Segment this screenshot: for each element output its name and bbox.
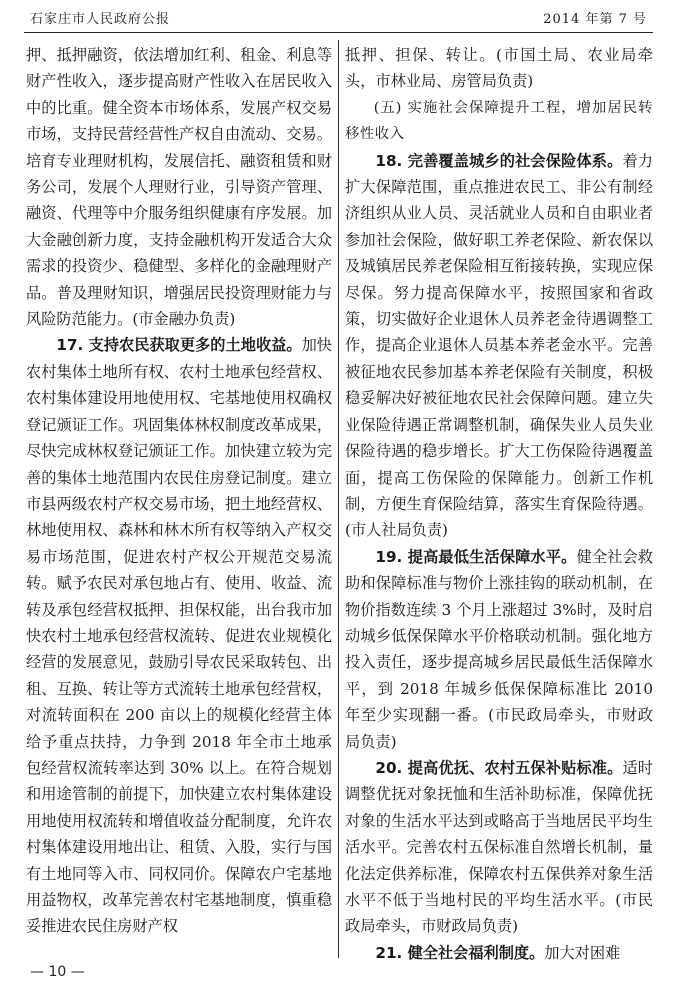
subsection-5-heading: (五) 实施社会保障提升工程，增加居民转移性收入 [345,99,653,143]
section-19-body: 健全社会救助和保障标准与物价上涨挂钩的联动机制，在物价指数连续 3 个月上涨超过 3%时，及时启动城乡低保保障水平价格联动机制。强化地方投入责任，逐步提高城乡居民最低生活保障水平，到 2018 年城乡低保保障标准比 2010 年至少实现翻一番。(市民政局牵头，市财政局负责) [345,547,653,751]
column-divider [338,40,339,958]
section-17-body: 加快农村集体土地所有权、农村土地承包经营权、农村集体建设用地使用权、宅基地使用权确权登记颁证工作。巩固集体林权制度改革成果，尽快完成林权登记颁证工作。加快建立较为完善的集体土地范围内农民住房登记制度。建立市县两级农村产权交易市场，把土地经营权、林地使用权、森林和林木所有权等纳入产权交易市场范围，促进农村产权公开规范交易流转。赋予农民对承包地占有、使用、收益、流转及承包经营权抵押、担保权能，出台我市加快农村土地承包经营权流转、促进农业规模化经营的发展意见，鼓励引导农民采取转包、出租、互换、转让等方式流转土地承包经营权，对流转面积在 200 亩以上的规模化经营主体给予重点扶持，力争到 2018 年全市土地承包经营权流转率达到 30% 以上。在符合规划和用途管制的前提下，加快建立农村集体建设用地使用权流转和增值收益分配制度，允许农村集体建设用地出让、租赁、入股，实行与国有土地同等入市、同权同价。保障农户宅基地用益物权，改革完善农村宅基地制度，慎重稳妥推进农民住房财产权 [26,336,332,936]
section-17-title: 17. 支持农民获取更多的土地收益。 [56,336,302,355]
paragraph-continued-right: 抵押、担保、转让。(市国土局、农业局牵头，市林业局、房管局负责) [345,46,653,91]
publication-title: 石家庄市人民政府公报 [30,12,171,27]
section-19-title: 19. 提高最低生活保障水平。 [375,547,577,566]
section-19 [345,544,653,755]
running-header [24,8,653,33]
section-20-title: 20. 提高优抚、农村五保补贴标准。 [375,758,623,777]
right-column [345,42,653,962]
page-number: — 10 — [30,964,85,980]
left-column [26,42,332,962]
section-21-body: 加大对困难 [544,943,621,962]
section-21-title: 21. 健全社会福利制度。 [375,943,545,962]
section-21 [345,940,653,962]
section-18-body: 着力扩大保障范围，重点推进农民工、非公有制经济组织从业人员、灵活就业人员和自由职业者参加社会保险，做好职工养老保险、新农保以及城镇居民养老保险相互衔接转换，实现应保尽保。努力提高保障水平，按照国家和省政策，切实做好企业退休人员养老金待遇调整工作，提高企业退休人员基本养老金水平。完善被征地农民参加基本养老保险有关制度，积极稳妥解决好被征地农民社会保障问题。建立失业保险待遇正常调整机制，确保失业人员失业保险待遇的稳步增长。扩大工伤保险待遇覆盖面，提高工伤保险的保障能力。创新工作机制，方便生育保险结算，落实生育保险待遇。(市人社局负责) [345,151,653,540]
paragraph-continued: 押、抵押融资，依法增加红利、租金、利息等财产性收入，逐步提高财产性收入在居民收入中的比重。健全资本市场体系，发展产权交易市场，支持民营经营性产权自由流动、交易。培育专业理财机构，发展信托、融资租赁和财务公司，发展个人理财行业，引导资产管理、融资、代理等中介服务组织健康有序发展。加大金融创新力度，支持金融机构开发适合大众需求的投资少、稳健型、多样化的金融理财产品。普及理财知识，增强居民投资理财能力与风险防范能力。(市金融办负责) [26,46,332,329]
issue-number: 2014 年第 7 号 [543,12,647,27]
section-17 [26,332,332,939]
section-18 [345,148,653,544]
section-20 [345,755,653,940]
section-20-body: 适时调整优抚对象抚恤和生活补助标准，保障优抚对象的生活水平达到或略高于当地居民平均生活水平。完善农村五保标准自然增长机制，量化法定供养标准，保障农村五保供养对象生活水平不低于当地村民的平均生活水平。(市民政局牵头，市财政局负责) [345,758,653,936]
section-18-title: 18. 完善覆盖城乡的社会保险体系。 [375,151,623,170]
